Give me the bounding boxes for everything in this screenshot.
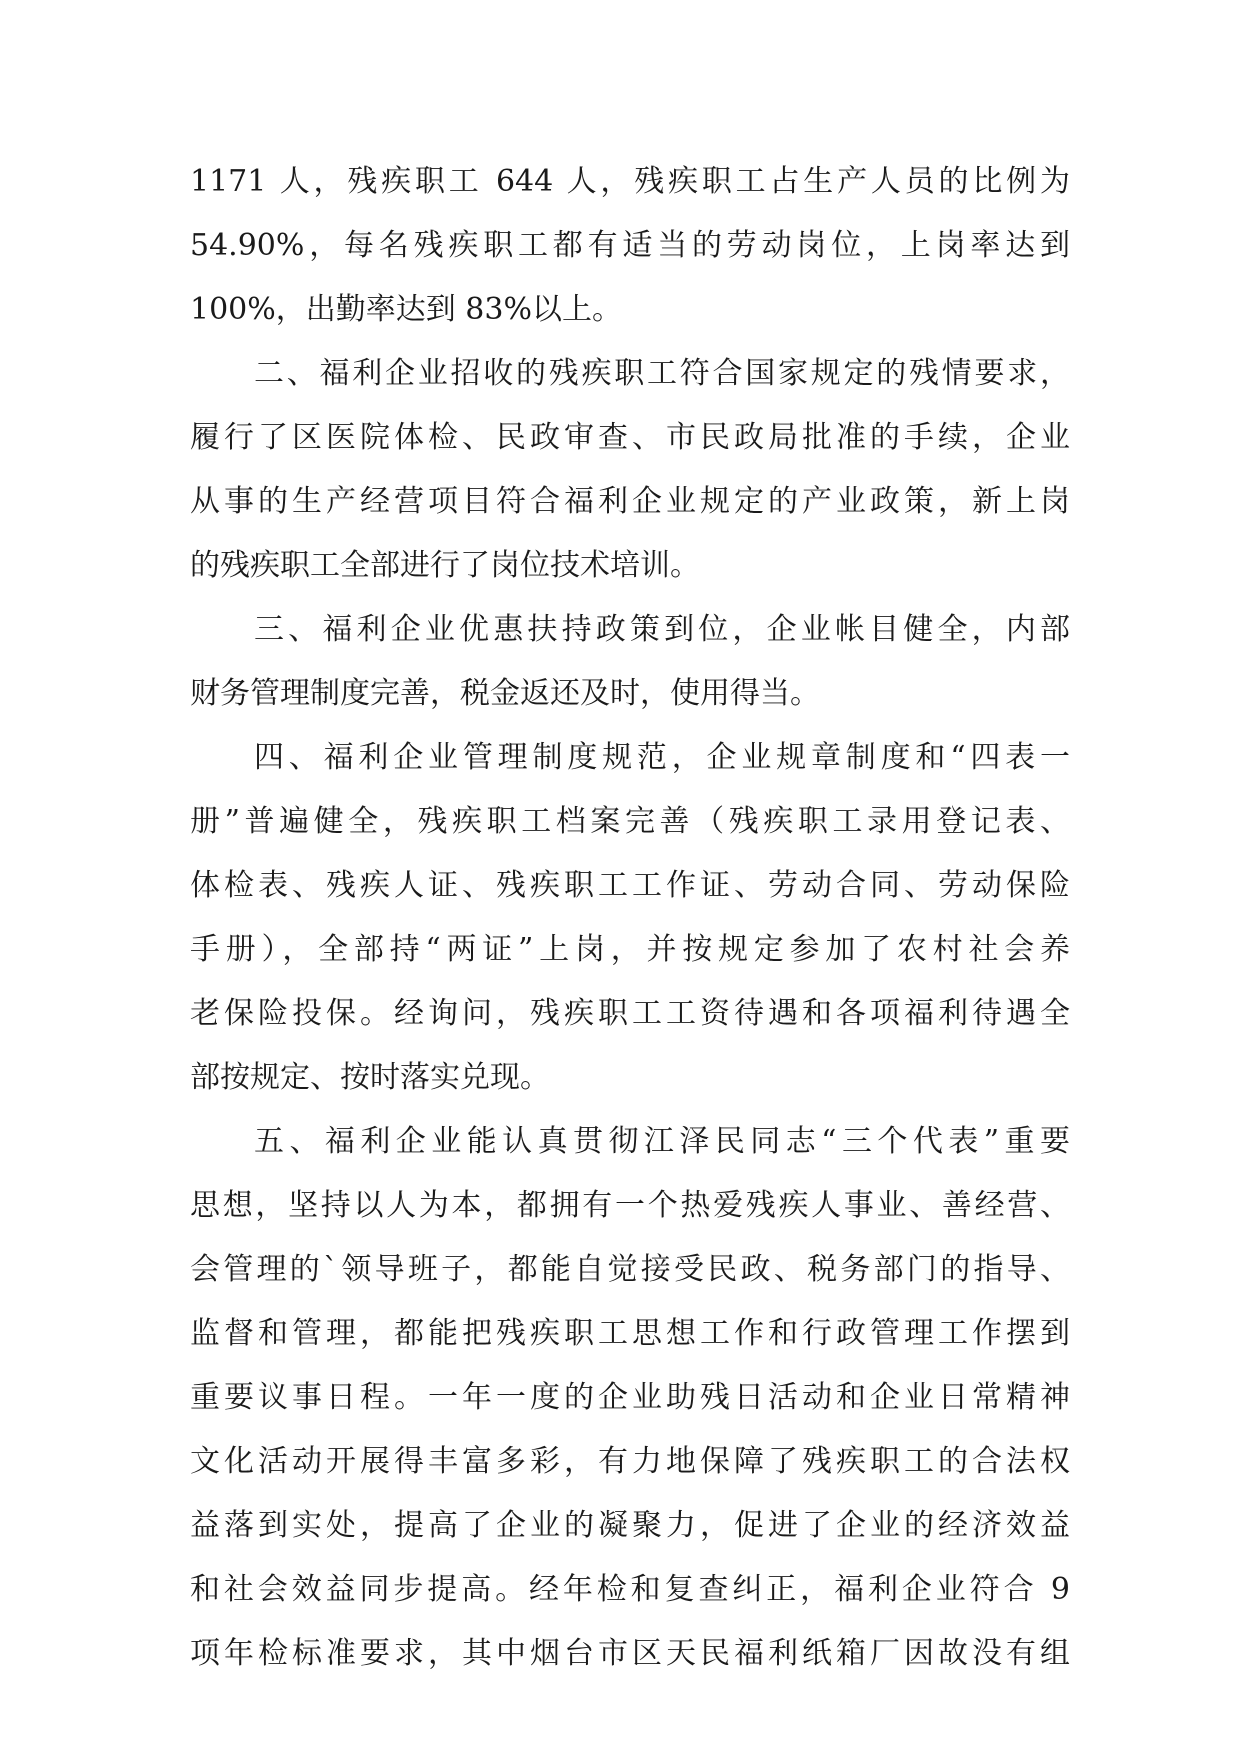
text-line: 文化活动开展得丰富多彩，有力地保障了残疾职工的合法权 (190, 1444, 1070, 1479)
text-line: 的残疾职工全部进行了岗位技术培训。 (190, 548, 700, 583)
text-line: 54.90%，每名残疾职工都有适当的劳动岗位，上岗率达到 (190, 228, 1070, 263)
text-line: 履行了区医院体检、民政审查、市民政局批准的手续，企业 (190, 420, 1070, 455)
paragraph-start-line: 四、福利企业管理制度规范，企业规章制度和“四表一 (254, 740, 1070, 775)
text-line: 会管理的`领导班子，都能自觉接受民政、税务部门的指导、 (190, 1252, 1070, 1287)
text-line: 部按规定、按时落实兑现。 (190, 1060, 550, 1095)
text-line: 重要议事日程。一年一度的企业助残日活动和企业日常精神 (190, 1380, 1070, 1415)
paragraph-start-line: 二、福利企业招收的残疾职工符合国家规定的残情要求， (254, 356, 1070, 391)
text-line: 体检表、残疾人证、残疾职工工作证、劳动合同、劳动保险 (190, 868, 1070, 903)
paragraph-start-line: 三、福利企业优惠扶持政策到位，企业帐目健全，内部 (254, 612, 1070, 647)
text-line: 项年检标准要求，其中烟台市区天民福利纸箱厂因故没有组 (190, 1636, 1070, 1671)
body-text (190, 150, 1070, 1686)
text-line: 思想，坚持以人为本，都拥有一个热爱残疾人事业、善经营、 (190, 1188, 1070, 1223)
paragraph-start-line: 五、福利企业能认真贯彻江泽民同志“三个代表”重要 (254, 1124, 1070, 1159)
text-line: 从事的生产经营项目符合福利企业规定的产业政策，新上岗 (190, 484, 1070, 519)
text-line: 手册），全部持“两证”上岗，并按规定参加了农村社会养 (190, 932, 1070, 967)
text-line: 财务管理制度完善，税金返还及时，使用得当。 (190, 676, 820, 711)
text-line: 100%，出勤率达到 83%以上。 (190, 292, 622, 327)
text-line: 和社会效益同步提高。经年检和复查纠正，福利企业符合 9 (190, 1572, 1070, 1607)
text-line: 册”普遍健全，残疾职工档案完善（残疾职工录用登记表、 (190, 804, 1070, 839)
text-line: 老保险投保。经询问，残疾职工工资待遇和各项福利待遇全 (190, 996, 1070, 1031)
text-line: 1171 人，残疾职工 644 人，残疾职工占生产人员的比例为 (190, 164, 1070, 199)
text-line: 益落到实处，提高了企业的凝聚力，促进了企业的经济效益 (190, 1508, 1070, 1543)
text-line: 监督和管理，都能把残疾职工思想工作和行政管理工作摆到 (190, 1316, 1070, 1351)
